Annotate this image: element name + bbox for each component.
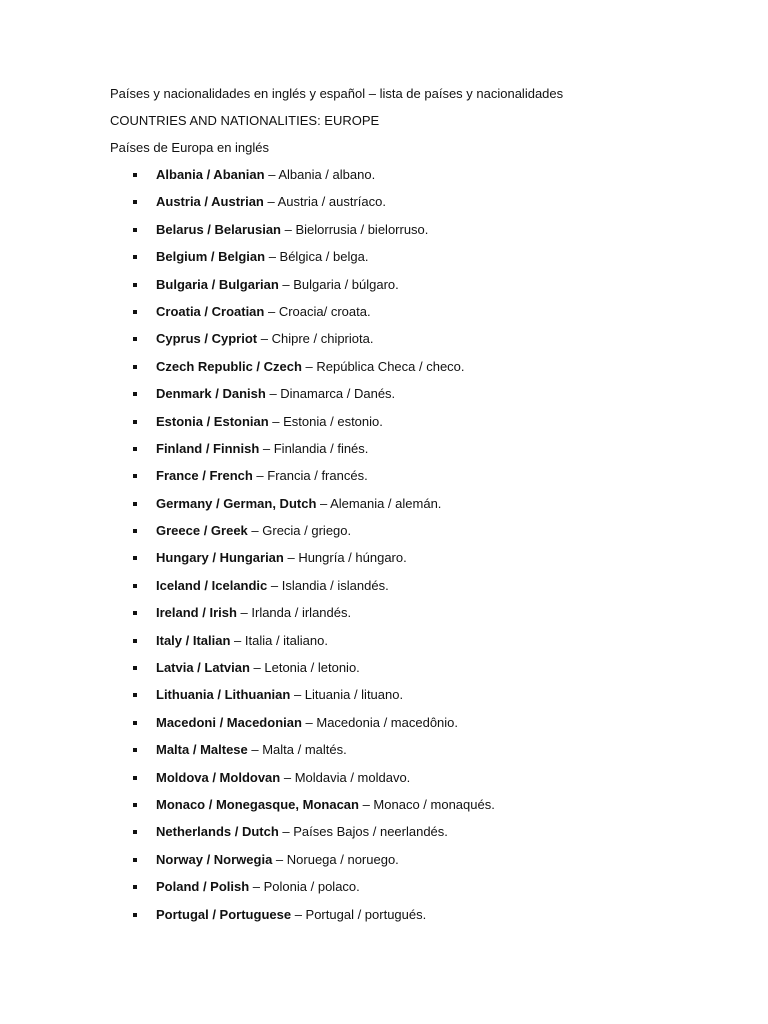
bullet-icon	[133, 830, 137, 834]
list-item	[110, 414, 768, 430]
list-item	[110, 523, 768, 539]
country-translation: – Países Bajos / neerlandés.	[278, 824, 448, 840]
list-item	[110, 742, 768, 758]
country-translation: – Monaco / monaqués.	[358, 796, 495, 812]
list-item	[110, 605, 768, 621]
list-item	[110, 441, 768, 457]
list-item	[110, 249, 768, 265]
country-translation: – Islandia / islandés.	[267, 577, 389, 593]
country-term: Monaco / Monegasque, Monacan	[156, 796, 359, 812]
country-term: Austria / Austrian	[156, 194, 264, 210]
country-translation: – Bielorrusia / bielorruso.	[281, 221, 429, 237]
list-item	[110, 715, 768, 731]
bullet-icon	[133, 721, 137, 725]
country-translation: – Hungría / húngaro.	[283, 550, 407, 566]
country-list	[110, 167, 768, 923]
country-translation: – Noruega / noruego.	[272, 851, 399, 867]
bullet-icon	[133, 639, 137, 643]
country-translation: – Malta / maltés.	[247, 742, 347, 758]
country-term: Greece / Greek	[156, 523, 248, 539]
bullet-icon	[133, 858, 137, 862]
country-translation: – Bélgica / belga.	[265, 249, 369, 265]
list-item	[110, 359, 768, 375]
bullet-icon	[133, 447, 137, 451]
country-term: Netherlands / Dutch	[156, 824, 279, 840]
list-item	[110, 660, 768, 676]
list-item	[110, 550, 768, 566]
bullet-icon	[133, 693, 137, 697]
country-translation: – Estonia / estonio.	[268, 413, 383, 429]
bullet-icon	[133, 803, 137, 807]
country-term: Belarus / Belarusian	[156, 221, 281, 237]
country-translation: – Letonia / letonio.	[249, 660, 360, 676]
country-term: Hungary / Hungarian	[156, 550, 284, 566]
country-translation: – Albania / albano.	[264, 167, 376, 182]
list-item	[110, 824, 768, 840]
country-translation: – Chipre / chipriota.	[257, 331, 374, 347]
country-translation: – Lituania / lituano.	[290, 687, 404, 703]
list-item	[110, 496, 768, 512]
list-item	[110, 304, 768, 320]
country-term: Italy / Italian	[156, 632, 231, 648]
list-item	[110, 222, 768, 238]
list-item	[110, 770, 768, 786]
section-heading: COUNTRIES AND NATIONALITIES: EUROPE	[110, 113, 380, 128]
country-translation: – Portugal / portugués.	[291, 906, 427, 922]
bullet-icon	[133, 556, 137, 560]
document-title: Países y nacionalidades en inglés y español – lista de países y nacionalidades	[110, 86, 564, 101]
bullet-icon	[133, 365, 137, 369]
country-translation: – Dinamarca / Danés.	[265, 386, 396, 402]
bullet-icon	[133, 885, 137, 889]
bullet-icon	[133, 392, 137, 396]
bullet-icon	[133, 611, 137, 615]
list-item	[110, 386, 768, 402]
bullet-icon	[133, 173, 137, 177]
country-translation: – República Checa / checo.	[301, 358, 465, 374]
list-item	[110, 194, 768, 210]
bullet-icon	[133, 474, 137, 478]
country-term: Latvia / Latvian	[156, 660, 250, 676]
bullet-icon	[133, 200, 137, 204]
bullet-icon	[133, 337, 137, 341]
country-term: Malta / Maltese	[156, 742, 248, 758]
bullet-icon	[133, 913, 137, 917]
country-translation: – Macedonia / macedônio.	[301, 714, 459, 730]
country-translation: – Croacia/ croata.	[264, 303, 371, 319]
country-translation: – Polonia / polaco.	[249, 879, 360, 895]
country-term: Finland / Finnish	[156, 440, 260, 456]
country-term: Estonia / Estonian	[156, 413, 269, 429]
country-term: Moldova / Moldovan	[156, 769, 281, 785]
bullet-icon	[133, 283, 137, 287]
bullet-icon	[133, 666, 137, 670]
list-item	[110, 879, 768, 895]
country-translation: – Italia / italiano.	[230, 632, 328, 648]
country-translation: – Alemania / alemán.	[316, 495, 442, 511]
country-term: Norway / Norwegia	[156, 851, 273, 867]
country-translation: – Grecia / griego.	[247, 523, 352, 539]
list-item	[110, 331, 768, 347]
country-translation: – Austria / austríaco.	[263, 194, 386, 210]
country-term: Cyprus / Cypriot	[156, 331, 258, 347]
country-term: France / French	[156, 468, 253, 484]
list-item	[110, 167, 768, 183]
list-item	[110, 633, 768, 649]
list-item	[110, 687, 768, 703]
country-translation: – Moldavia / moldavo.	[280, 769, 411, 785]
country-term: Poland / Polish	[156, 879, 250, 895]
bullet-icon	[133, 255, 137, 259]
country-term: Croatia / Croatian	[156, 303, 265, 319]
country-translation: – Finlandia / finés.	[259, 440, 369, 456]
country-translation: – Francia / francés.	[252, 468, 368, 484]
bullet-icon	[133, 776, 137, 780]
bullet-icon	[133, 420, 137, 424]
country-term: Macedoni / Macedonian	[156, 714, 302, 730]
list-item	[110, 277, 768, 293]
country-term: Iceland / Icelandic	[156, 577, 268, 593]
country-translation: – Irlanda / irlandés.	[236, 605, 352, 621]
bullet-icon	[133, 529, 137, 533]
bullet-icon	[133, 502, 137, 506]
bullet-icon	[133, 748, 137, 752]
list-item	[110, 468, 768, 484]
list-item	[110, 852, 768, 868]
bullet-icon	[133, 310, 137, 314]
country-term: Germany / German, Dutch	[156, 495, 317, 511]
list-item	[110, 797, 768, 813]
country-term: Lithuania / Lithuanian	[156, 687, 291, 703]
country-term: Czech Republic / Czech	[156, 358, 302, 374]
country-term: Albania / Abanian	[156, 167, 265, 182]
country-translation: – Bulgaria / búlgaro.	[278, 276, 399, 292]
bullet-icon	[133, 228, 137, 232]
country-term: Belgium / Belgian	[156, 249, 266, 265]
subheading: Países de Europa en inglés	[110, 140, 269, 155]
country-term: Portugal / Portuguese	[156, 906, 292, 922]
list-item	[110, 578, 768, 594]
list-item	[110, 907, 768, 923]
country-term: Ireland / Irish	[156, 605, 237, 621]
country-term: Denmark / Danish	[156, 386, 266, 402]
country-term: Bulgaria / Bulgarian	[156, 276, 279, 292]
bullet-icon	[133, 584, 137, 588]
